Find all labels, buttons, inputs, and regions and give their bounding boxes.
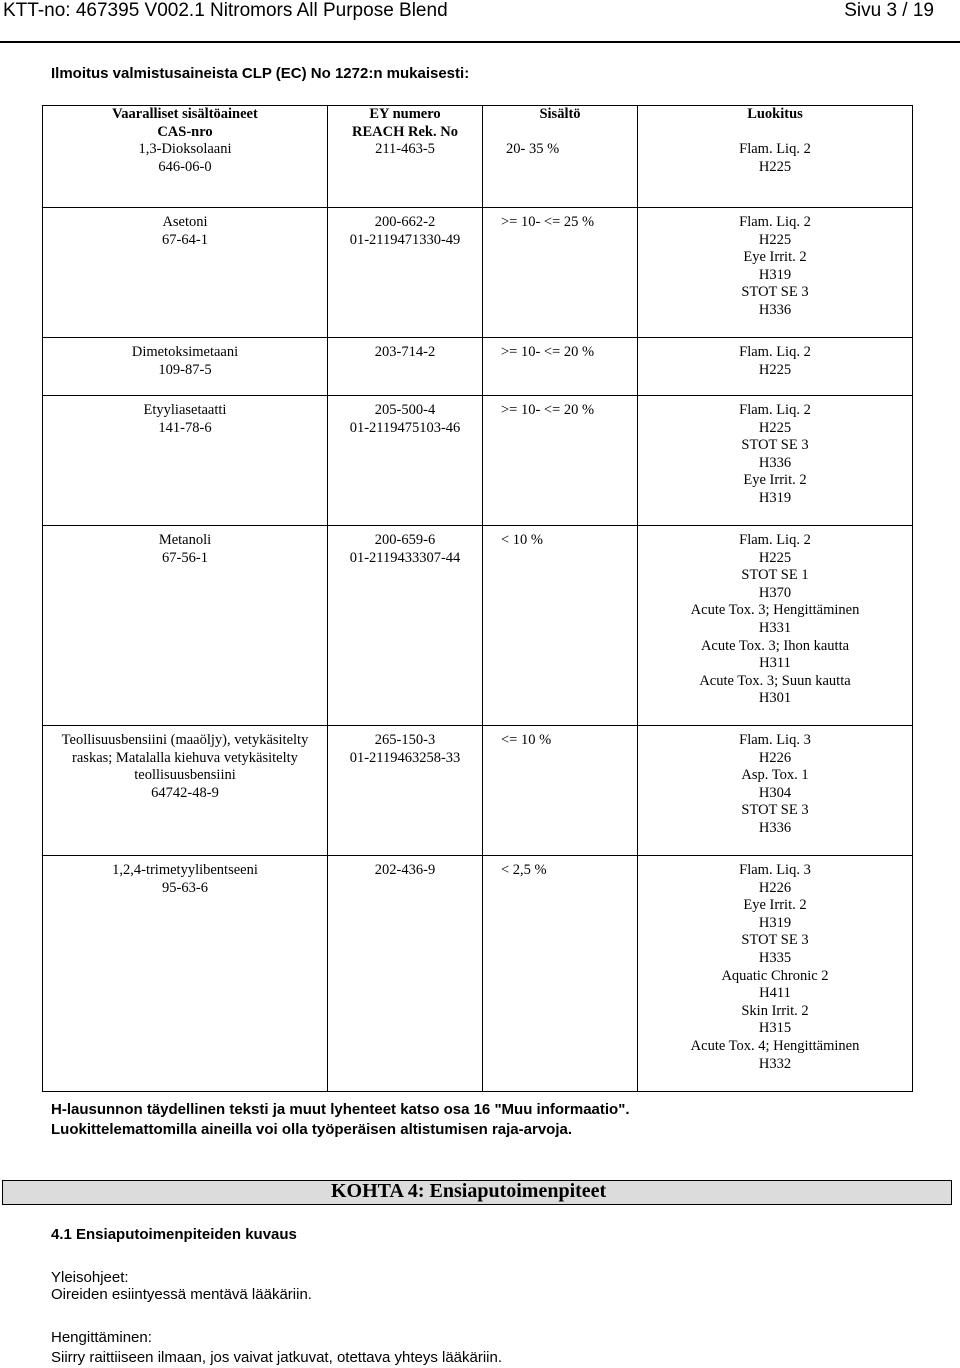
- classification-cell-line: H304: [758, 784, 792, 801]
- ec-number-cell: [328, 338, 483, 396]
- ec-number-cell: [328, 208, 483, 338]
- classification-cell: [638, 208, 913, 338]
- classification-cell-line: H411: [759, 985, 791, 1002]
- ec-number-cell-line: 200-659-6: [374, 532, 436, 548]
- page-number: Sivu 3 / 19: [844, 0, 934, 21]
- substance-cell-line: 67-56-1: [162, 549, 208, 566]
- classification-cell-line: H370: [758, 584, 792, 601]
- classification-cell-line: H315: [758, 1020, 792, 1037]
- ec-number-cell-line: 01-2119471330-49: [349, 231, 461, 248]
- ec-number-cell-line: 202-436-9: [374, 862, 436, 878]
- classification-cell-line: STOT SE 3: [741, 437, 809, 454]
- classification-cell-line: H225: [758, 419, 792, 436]
- classification-cell-line: H319: [758, 914, 792, 931]
- page-header: [0, 0, 960, 46]
- substance-cell-line: 141-78-6: [158, 419, 212, 436]
- classification-cell-line: Eye Irrit. 2: [743, 897, 807, 914]
- header-ec: [328, 106, 483, 208]
- content-cell: [483, 208, 638, 338]
- content-cell-value: <= 10 %: [501, 732, 552, 748]
- substance-cell-line: Asetoni: [162, 214, 208, 230]
- substance-cell-line: 67-64-1: [162, 231, 208, 248]
- table-row: [43, 338, 913, 396]
- classification-cell-line: Flam. Liq. 2: [739, 532, 811, 548]
- subsection-title: 4.1 Ensiaputoimenpiteiden kuvaus: [51, 1226, 297, 1243]
- substance-cell-line: raskas; Matalalla kiehuva vetykäsitelty: [72, 749, 298, 766]
- classification-cell-line: H336: [758, 454, 792, 471]
- classification-cell-line: Flam. Liq. 2: [739, 214, 811, 230]
- classification-cell-line: H225: [758, 549, 792, 566]
- substance-cell-line: teollisuusbensiini: [134, 767, 236, 784]
- footnote-line-1: H-lausunnon täydellinen teksti ja muut lyhenteet katso osa 16 "Muu informaatio".: [51, 1101, 630, 1118]
- classification-cell-line: Acute Tox. 3; Hengittäminen: [690, 602, 860, 619]
- substance-cell-line: Etyyliasetaatti: [143, 402, 227, 418]
- classification-cell-line: STOT SE 3: [741, 932, 809, 949]
- classification-cell-line: H335: [758, 949, 792, 966]
- classification-cell-line: Acute Tox. 4; Hengittäminen: [690, 1037, 860, 1054]
- components-table: [42, 105, 913, 1092]
- classification-cell-line: H332: [758, 1055, 792, 1072]
- classification-cell: [638, 338, 913, 396]
- content-cell: [483, 526, 638, 726]
- classification-cell-line: H311: [759, 655, 791, 672]
- classification-cell-line: H226: [758, 749, 792, 766]
- clp-notice: Ilmoitus valmistusaineista CLP (EC) No 1272:n mukaisesti:: [51, 65, 470, 82]
- footnote-line-2: Luokittelemattomilla aineilla voi olla työperäisen altistumisen raja-arvoja.: [51, 1121, 573, 1138]
- classification-cell-line: Flam. Liq. 3: [739, 862, 811, 878]
- ec-number-cell: [328, 526, 483, 726]
- substance-cell-line: 95-63-6: [162, 879, 208, 896]
- document-id: KTT-no: 467395 V002.1 Nitromors All Purpose Blend: [3, 0, 448, 21]
- ec-number-cell-line: 01-2119463258-33: [349, 749, 461, 766]
- substance-cell: [43, 526, 328, 726]
- content-cell-value: >= 10- <= 20 %: [501, 402, 595, 418]
- general-label: Yleisohjeet:: [51, 1269, 129, 1286]
- content-cell-value: >= 10- <= 25 %: [501, 214, 595, 230]
- substance-cell: [43, 338, 328, 396]
- classification-cell-line: STOT SE 3: [741, 284, 809, 301]
- row-ec-line: 211-463-5: [375, 141, 435, 158]
- classification-cell-line: Asp. Tox. 1: [741, 767, 809, 784]
- substance-cell-line: Dimetoksimetaani: [131, 344, 239, 360]
- ec-number-cell-line: 01-2119433307-44: [349, 549, 461, 566]
- ec-number-cell-line: 205-500-4: [374, 402, 436, 418]
- classification-cell-line: H225: [758, 231, 792, 248]
- header-classification-label: Luokitus: [747, 106, 803, 122]
- row-cas-line: 646-06-0: [158, 158, 212, 175]
- header-classification: [638, 106, 913, 208]
- content-cell: [483, 338, 638, 396]
- classification-cell-line: H319: [758, 266, 792, 283]
- inhalation-text: Siirry raittiiseen ilmaan, jos vaivat jatkuvat, otettava yhteys lääkäriin.: [51, 1349, 503, 1366]
- content-cell: [483, 396, 638, 526]
- header-content: [483, 106, 638, 208]
- ec-number-cell-line: 200-662-2: [374, 214, 436, 230]
- header-cas-label: CAS-nro: [157, 123, 213, 140]
- classification-cell-line: Eye Irrit. 2: [743, 472, 807, 489]
- content-cell-value: >= 10- <= 20 %: [501, 344, 595, 360]
- classification-cell-line: Skin Irrit. 2: [741, 1002, 809, 1019]
- substance-cell: [43, 726, 328, 856]
- table-row: [43, 726, 913, 856]
- classification-cell: [638, 396, 913, 526]
- table-row: [43, 208, 913, 338]
- substance-cell: [43, 396, 328, 526]
- ec-number-cell-line: 01-2119475103-46: [349, 419, 461, 436]
- header-substances: [43, 106, 328, 208]
- ec-number-cell-line: 203-714-2: [374, 344, 436, 360]
- classification-cell: [638, 526, 913, 726]
- inhalation-label: Hengittäminen:: [51, 1329, 152, 1346]
- classification-cell-line: Aquatic Chronic 2: [721, 967, 829, 984]
- table-row: [43, 526, 913, 726]
- row-name-line: 1,3-Dioksolaani: [138, 141, 232, 158]
- ec-number-cell: [328, 856, 483, 1092]
- content-cell: [483, 856, 638, 1092]
- substance-cell: [43, 856, 328, 1092]
- classification-cell-line: H331: [758, 619, 792, 636]
- ec-number-cell: [328, 726, 483, 856]
- substance-cell-line: Teollisuusbensiini (maaöljy), vetykäsitelty: [61, 732, 309, 748]
- classification-cell-line: H301: [758, 690, 792, 707]
- table-row: [43, 856, 913, 1092]
- table-row: [43, 396, 913, 526]
- ec-number-cell: [328, 396, 483, 526]
- row-class-line: Flam. Liq. 2: [739, 141, 811, 158]
- classification-cell-line: Flam. Liq. 2: [739, 344, 811, 360]
- table-header-row: [43, 106, 913, 208]
- substance-cell-line: 64742-48-9: [151, 784, 219, 801]
- content-cell-value: < 10 %: [501, 532, 544, 548]
- classification-cell-line: Acute Tox. 3; Suun kautta: [699, 672, 851, 689]
- classification-cell-line: H225: [758, 361, 792, 378]
- header-reach-label: REACH Rek. No: [352, 123, 458, 140]
- header-divider: [0, 41, 960, 43]
- content-cell: [483, 726, 638, 856]
- row-class-line: H225: [758, 158, 792, 175]
- header-content-label: Sisältö: [539, 106, 581, 122]
- classification-cell-line: Eye Irrit. 2: [743, 249, 807, 266]
- ec-number-cell-line: 265-150-3: [374, 732, 436, 748]
- section-title: KOHTA 4: Ensiaputoimenpiteet: [331, 1180, 607, 1202]
- classification-cell-line: H226: [758, 879, 792, 896]
- classification-cell-line: Flam. Liq. 2: [739, 402, 811, 418]
- general-text: Oireiden esiintyessä mentävä lääkäriin.: [51, 1286, 312, 1303]
- classification-cell-line: Flam. Liq. 3: [739, 732, 811, 748]
- substance-cell-line: 109-87-5: [158, 361, 212, 378]
- substance-cell: [43, 208, 328, 338]
- classification-cell-line: Acute Tox. 3; Ihon kautta: [700, 637, 850, 654]
- substance-cell-line: Metanoli: [158, 532, 212, 548]
- classification-cell-line: H336: [758, 819, 792, 836]
- classification-cell: [638, 726, 913, 856]
- header-ec-label: EY numero: [369, 106, 441, 122]
- footnote: [51, 1100, 630, 1140]
- classification-cell-line: STOT SE 1: [741, 567, 809, 584]
- classification-cell: [638, 856, 913, 1092]
- classification-cell-line: H336: [758, 301, 792, 318]
- row-content: 20- 35 %: [506, 141, 560, 158]
- substance-cell-line: 1,2,4-trimetyylibentseeni: [112, 862, 258, 878]
- content-cell-value: < 2,5 %: [501, 862, 547, 878]
- classification-cell-line: H319: [758, 489, 792, 506]
- classification-cell-line: STOT SE 3: [741, 802, 809, 819]
- header-substances-label: Vaaralliset sisältöaineet: [112, 106, 258, 122]
